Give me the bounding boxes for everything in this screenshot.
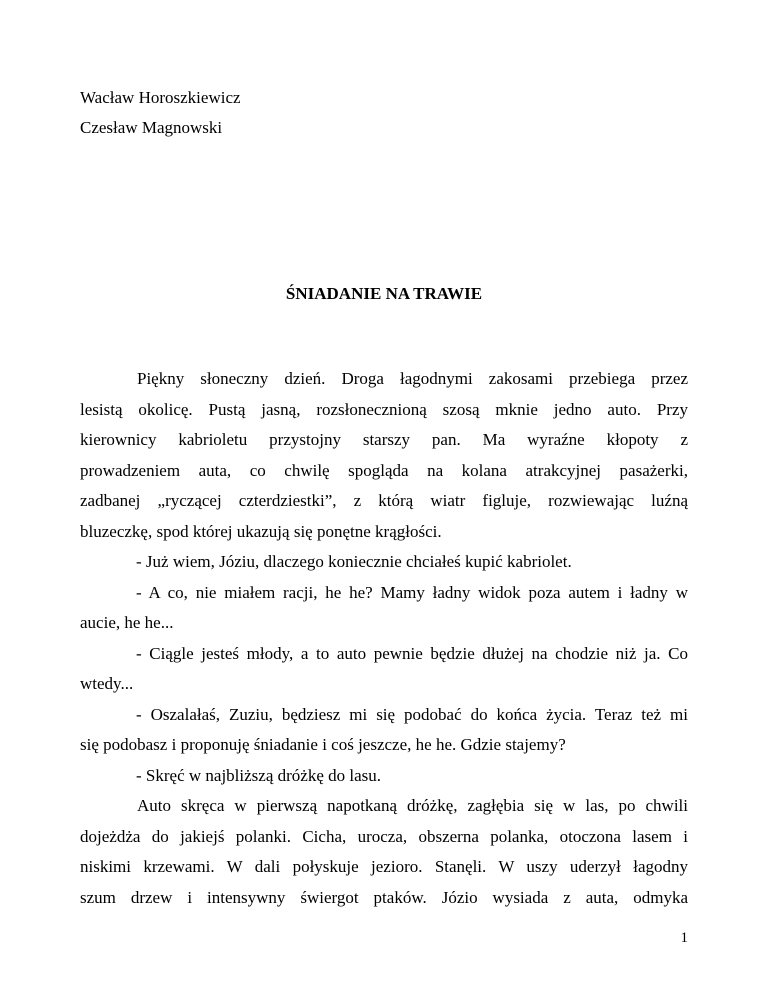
- author-name: Czesław Magnowski: [80, 118, 223, 137]
- text-line: kierownicy kabrioletu przystojny starszy pan. Ma wyraźne kłopoty z: [80, 430, 688, 449]
- body-text: [80, 364, 688, 913]
- text-line: się podobasz i proponuję śniadanie i coś jeszcze, he he. Gdzie stajemy?: [80, 735, 566, 754]
- text-line: aucie, he he...: [80, 613, 174, 632]
- authors-block: [80, 83, 241, 143]
- text-line: lesistą okolicę. Pustą jasną, rozsłonecznioną szosą mknie jedno auto. Przy: [80, 399, 688, 419]
- document-title: ŚNIADANIE NA TRAWIE: [285, 284, 483, 303]
- text-line: dojeżdża do jakiejś polanki. Cicha, urocza, obszerna polanka, otoczona lasem i: [80, 826, 688, 846]
- text-line: - Skręć w najbliższą dróżkę do lasu.: [136, 765, 381, 785]
- text-line: Auto skręca w pierwszą napotkaną dróżkę, zagłębia się w las, po chwili: [137, 796, 688, 815]
- text-line: prowadzeniem auta, co chwilę spogląda na kolana atrakcyjnej pasażerki,: [80, 460, 688, 480]
- text-line: szum drzew i intensywny świergot ptaków. Józio wysiada z auta, odmyka: [80, 887, 688, 907]
- text-line: - Ciągle jesteś młody, a to auto pewnie będzie dłużej na chodzie niż ja. Co: [136, 643, 688, 663]
- text-line: zadbanej „ryczącej czterdziestki”, z którą wiatr figluje, rozwiewając luźną: [80, 491, 688, 510]
- text-line: Piękny słoneczny dzień. Droga łagodnymi zakosami przebiega przez: [137, 369, 688, 388]
- text-line: niskimi krzewami. W dali połyskuje jezioro. Stanęli. W uszy uderzył łagodny: [80, 857, 688, 876]
- page-number: 1: [680, 930, 688, 946]
- text-line: bluzeczkę, spod której ukazują się ponętne krągłości.: [80, 521, 442, 541]
- text-line: - Oszalałaś, Zuziu, będziesz mi się podobać do końca życia. Teraz też mi: [136, 704, 688, 724]
- text-line: wtedy...: [80, 674, 134, 693]
- text-line: - Już wiem, Józiu, dlaczego koniecznie chciałeś kupić kabriolet.: [136, 552, 572, 571]
- author-name: Wacław Horoszkiewicz: [80, 88, 241, 107]
- text-line: - A co, nie miałem racji, he he? Mamy ładny widok poza autem i ładny w: [136, 582, 688, 602]
